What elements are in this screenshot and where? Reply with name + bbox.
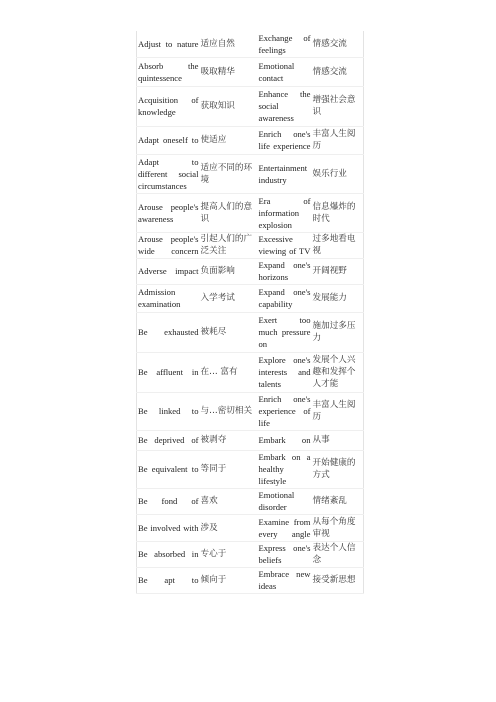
chinese-meaning-left: 适应自然: [200, 31, 258, 57]
table-row: [137, 352, 364, 392]
table-row: [137, 126, 364, 154]
english-phrase-left: Arouse people's wide concern: [138, 234, 199, 256]
chinese-meaning-right: 增强社会意识: [312, 86, 364, 126]
english-phrase-right: Era of information explosion: [258, 193, 312, 232]
english-phrase-right: Express one's beliefs: [258, 543, 311, 565]
english-phrase-left: Be deprived of: [137, 430, 200, 450]
chinese-meaning-right: 信息爆炸的时代: [312, 193, 364, 232]
chinese-meaning-left: 喜欢: [200, 488, 258, 514]
chinese-meaning-left: 在… 富有: [200, 352, 258, 392]
chinese-meaning-right: 接受新思想: [312, 567, 364, 593]
english-phrase-right: Explore one's interests and talents: [258, 352, 312, 392]
chinese-meaning-right: 开始健康的方式: [312, 450, 364, 488]
chinese-meaning-right: 过多地看电视: [312, 232, 364, 258]
english-phrase-left: Adapt oneself to: [137, 126, 200, 154]
chinese-meaning-right: 开阔视野: [312, 258, 364, 284]
table-row: [137, 514, 364, 541]
english-phrase-left: Admission examination: [137, 284, 200, 312]
english-phrase-left: Adverse impact: [137, 258, 200, 284]
chinese-meaning-left: 被剥夺: [200, 430, 258, 450]
english-phrase-left: Be equivalent to: [137, 450, 200, 488]
english-phrase-left: Arouse people's awareness: [137, 193, 200, 232]
vocabulary-table: [136, 31, 364, 594]
table-row: [137, 430, 364, 450]
english-phrase-left: Be involved with: [137, 514, 200, 541]
chinese-meaning-right: 从每个角度审视: [312, 514, 364, 541]
english-phrase-right: Enrich one's experience of life: [258, 394, 311, 428]
english-phrase-right: Embark on a healthy lifestyle: [258, 452, 311, 486]
chinese-meaning-left: 入学考试: [200, 284, 258, 312]
table-row: [137, 232, 364, 258]
english-phrase-left: Absorb the quintessence: [137, 57, 200, 86]
table-row: [137, 193, 364, 232]
english-phrase-right: Embark on: [258, 430, 312, 450]
english-phrase-left: Adjust to nature: [137, 31, 200, 57]
english-phrase-left: Be exhausted: [137, 312, 200, 352]
english-phrase-right: Embrace new ideas: [258, 569, 311, 591]
english-phrase-left: Adapt to different social circumstances: [137, 154, 200, 193]
chinese-meaning-left: 专心于: [200, 541, 258, 567]
table-row: [137, 258, 364, 284]
chinese-meaning-left: 涉及: [200, 514, 258, 541]
chinese-meaning-left: 吸取精华: [200, 57, 258, 86]
chinese-meaning-right: 娱乐行业: [312, 154, 364, 193]
chinese-meaning-left: 负面影响: [200, 258, 258, 284]
chinese-meaning-right: 从事: [312, 430, 364, 450]
chinese-meaning-left: 提高人们的意识: [200, 193, 258, 232]
table-row: [137, 31, 364, 57]
chinese-meaning-left: 等同于: [200, 450, 258, 488]
chinese-meaning-right: 发展能力: [312, 284, 364, 312]
vocabulary-table-body: [137, 31, 364, 593]
chinese-meaning-left: 被耗尽: [200, 312, 258, 352]
chinese-meaning-right: 丰富人生阅历: [312, 126, 364, 154]
chinese-meaning-left: 倾向于: [200, 567, 258, 593]
table-row: [137, 57, 364, 86]
english-phrase-right: Enrich one's life experience: [258, 126, 312, 154]
english-phrase-right: Examine from every angle: [258, 514, 312, 541]
table-row: [137, 567, 364, 593]
english-phrase-right: Expand one's horizons: [258, 260, 311, 282]
chinese-meaning-right: 情感交流: [312, 57, 364, 86]
english-phrase-left: Be linked to: [137, 392, 200, 430]
chinese-meaning-left: 获取知识: [200, 86, 258, 126]
table-row: [137, 392, 364, 430]
chinese-meaning-left: 与…密切相关: [200, 392, 258, 430]
table-row: [137, 450, 364, 488]
english-phrase-left: Be affluent in: [137, 352, 200, 392]
table-row: [137, 541, 364, 567]
table-row: [137, 284, 364, 312]
english-phrase-right: Excessive viewing of TV: [258, 234, 311, 256]
english-phrase-right: Expand one's capability: [258, 284, 312, 312]
chinese-meaning-right: 施加过多压力: [312, 312, 364, 352]
english-phrase-right: Exert too much pressure on: [258, 312, 312, 352]
chinese-meaning-right: 情绪紊乱: [312, 488, 364, 514]
english-phrase-left: Be absorbed in: [137, 541, 200, 567]
chinese-meaning-right: 情感交流: [312, 31, 364, 57]
english-phrase-left: Be fond of: [137, 488, 200, 514]
chinese-meaning-right: 表达个人信念: [312, 541, 364, 567]
table-row: [137, 86, 364, 126]
english-phrase-right: Emotional disorder: [258, 488, 312, 514]
chinese-meaning-left: 使适应: [200, 126, 258, 154]
chinese-meaning-left: 引起人们的广泛关注: [200, 232, 258, 258]
english-phrase-right: Exchange of feelings: [258, 31, 312, 57]
english-phrase-right: Enhance the social awareness: [258, 86, 312, 126]
english-phrase-left: Be apt to: [137, 567, 200, 593]
table-row: [137, 312, 364, 352]
table-row: [137, 154, 364, 193]
english-phrase-right: Entertainment industry: [258, 154, 312, 193]
chinese-meaning-right: 丰富人生阅历: [312, 392, 364, 430]
chinese-meaning-right: 发展个人兴趣和发挥个人才能: [312, 352, 364, 392]
table-row: [137, 488, 364, 514]
english-phrase-left: Acquisition of knowledge: [137, 86, 200, 126]
english-phrase-right: Emotional contact: [258, 57, 312, 86]
chinese-meaning-left: 适应不同的环境: [200, 154, 258, 193]
